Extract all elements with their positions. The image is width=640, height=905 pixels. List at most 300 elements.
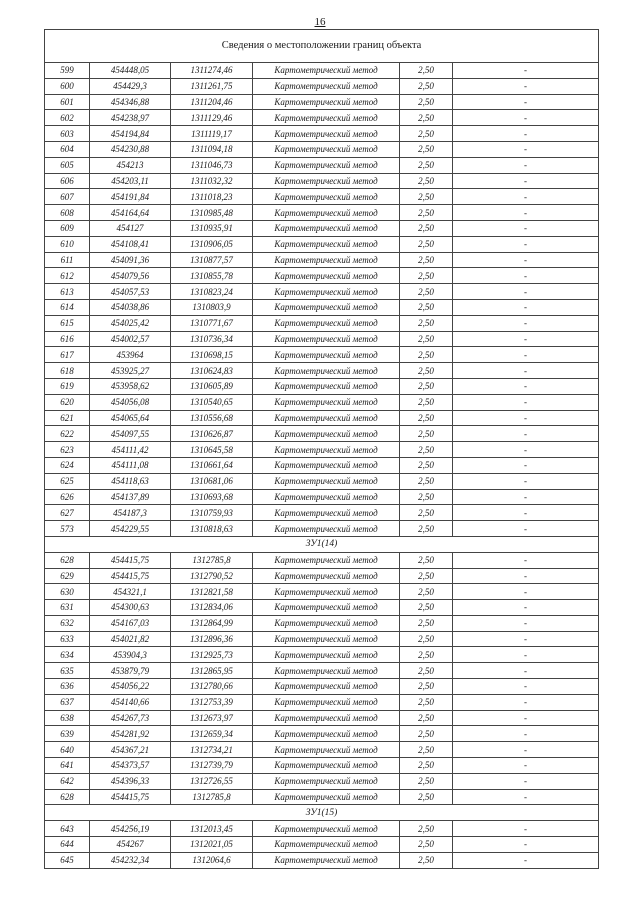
y-coordinate-cell: 1311204,46 [171,94,253,110]
table-row [45,299,599,315]
accuracy-cell: 2,50 [400,173,453,189]
y-coordinate-cell: 1312785,8 [171,789,253,805]
x-coordinate-cell: 454056,22 [90,679,171,695]
table-row [45,331,599,347]
point-number-cell: 645 [45,852,90,868]
table-row [45,758,599,774]
x-coordinate-cell: 453964 [90,347,171,363]
x-coordinate-cell: 454429,3 [90,78,171,94]
accuracy-cell: 2,50 [400,363,453,379]
accuracy-cell: 2,50 [400,347,453,363]
table-row [45,473,599,489]
accuracy-cell: 2,50 [400,505,453,521]
description-cell: - [453,299,599,315]
y-coordinate-cell: 1312739,79 [171,758,253,774]
x-coordinate-cell: 454415,75 [90,789,171,805]
x-coordinate-cell: 454415,75 [90,568,171,584]
table-row [45,552,599,568]
method-cell: Картометрический метод [253,299,400,315]
y-coordinate-cell: 1311046,73 [171,157,253,173]
x-coordinate-cell: 454281,92 [90,726,171,742]
section-header-row [45,805,599,821]
point-number-cell: 644 [45,837,90,853]
description-cell: - [453,157,599,173]
description-cell: - [453,758,599,774]
accuracy-cell: 2,50 [400,394,453,410]
description-cell: - [453,584,599,600]
x-coordinate-cell: 454367,21 [90,742,171,758]
table-row [45,789,599,805]
y-coordinate-cell: 1312925,73 [171,647,253,663]
x-coordinate-cell: 454140,66 [90,694,171,710]
description-cell: - [453,220,599,236]
description-cell: - [453,789,599,805]
method-cell: Картометрический метод [253,205,400,221]
point-number-cell: 616 [45,331,90,347]
accuracy-cell: 2,50 [400,110,453,126]
table-row [45,663,599,679]
accuracy-cell: 2,50 [400,426,453,442]
y-coordinate-cell: 1312896,36 [171,631,253,647]
description-cell: - [453,568,599,584]
method-cell: Картометрический метод [253,773,400,789]
description-cell: - [453,347,599,363]
method-cell: Картометрический метод [253,426,400,442]
description-cell: - [453,363,599,379]
table-row [45,773,599,789]
table-row [45,268,599,284]
point-number-cell: 621 [45,410,90,426]
y-coordinate-cell: 1312659,34 [171,726,253,742]
page-number: 16 [314,16,326,28]
description-cell: - [453,552,599,568]
y-coordinate-cell: 1310736,34 [171,331,253,347]
method-cell: Картометрический метод [253,726,400,742]
method-cell: Картометрический метод [253,220,400,236]
method-cell: Картометрический метод [253,663,400,679]
method-cell: Картометрический метод [253,141,400,157]
y-coordinate-cell: 1310855,78 [171,268,253,284]
x-coordinate-cell: 454097,55 [90,426,171,442]
description-cell: - [453,852,599,868]
accuracy-cell: 2,50 [400,600,453,616]
accuracy-cell: 2,50 [400,126,453,142]
y-coordinate-cell: 1312673,97 [171,710,253,726]
method-cell: Картометрический метод [253,126,400,142]
method-cell: Картометрический метод [253,78,400,94]
table-row [45,584,599,600]
point-number-cell: 632 [45,615,90,631]
table-row [45,173,599,189]
section-header: ЗУ1(14) [45,536,599,552]
y-coordinate-cell: 1312013,45 [171,821,253,837]
description-cell: - [453,284,599,300]
y-coordinate-cell: 1312780,66 [171,679,253,695]
y-coordinate-cell: 1310681,06 [171,473,253,489]
x-coordinate-cell: 454213 [90,157,171,173]
y-coordinate-cell: 1310645,58 [171,442,253,458]
x-coordinate-cell: 454267,73 [90,710,171,726]
description-cell: - [453,141,599,157]
y-coordinate-cell: 1310698,15 [171,347,253,363]
point-number-cell: 643 [45,821,90,837]
x-coordinate-cell: 454079,56 [90,268,171,284]
table-row [45,110,599,126]
accuracy-cell: 2,50 [400,220,453,236]
description-cell: - [453,821,599,837]
table-row [45,710,599,726]
y-coordinate-cell: 1312064,6 [171,852,253,868]
method-cell: Картометрический метод [253,394,400,410]
y-coordinate-cell: 1312785,8 [171,552,253,568]
table-row [45,837,599,853]
x-coordinate-cell: 454187,3 [90,505,171,521]
table-row [45,615,599,631]
point-number-cell: 622 [45,426,90,442]
point-number-cell: 618 [45,363,90,379]
point-number-cell: 639 [45,726,90,742]
description-cell: - [453,252,599,268]
point-number-cell: 641 [45,758,90,774]
method-cell: Картометрический метод [253,236,400,252]
method-cell: Картометрический метод [253,63,400,79]
method-cell: Картометрический метод [253,410,400,426]
accuracy-cell: 2,50 [400,284,453,300]
accuracy-cell: 2,50 [400,78,453,94]
method-cell: Картометрический метод [253,694,400,710]
section-header-row [45,536,599,552]
table-row [45,426,599,442]
table-row [45,442,599,458]
accuracy-cell: 2,50 [400,489,453,505]
description-cell: - [453,647,599,663]
accuracy-cell: 2,50 [400,568,453,584]
point-number-cell: 602 [45,110,90,126]
point-number-cell: 606 [45,173,90,189]
point-number-cell: 623 [45,442,90,458]
accuracy-cell: 2,50 [400,205,453,221]
method-cell: Картометрический метод [253,284,400,300]
accuracy-cell: 2,50 [400,852,453,868]
point-number-cell: 637 [45,694,90,710]
y-coordinate-cell: 1310877,57 [171,252,253,268]
description-cell: - [453,94,599,110]
accuracy-cell: 2,50 [400,299,453,315]
section-header: ЗУ1(15) [45,805,599,821]
table-row [45,742,599,758]
y-coordinate-cell: 1310985,48 [171,205,253,221]
y-coordinate-cell: 1311261,75 [171,78,253,94]
accuracy-cell: 2,50 [400,252,453,268]
description-cell: - [453,489,599,505]
table-row [45,252,599,268]
table-row [45,126,599,142]
y-coordinate-cell: 1311032,32 [171,173,253,189]
boundary-coordinates-table [44,29,599,869]
description-cell: - [453,615,599,631]
point-number-cell: 600 [45,78,90,94]
accuracy-cell: 2,50 [400,726,453,742]
y-coordinate-cell: 1312734,21 [171,742,253,758]
y-coordinate-cell: 1310540,65 [171,394,253,410]
point-number-cell: 620 [45,394,90,410]
point-number-cell: 633 [45,631,90,647]
description-cell: - [453,837,599,853]
description-cell: - [453,268,599,284]
method-cell: Картометрический метод [253,647,400,663]
point-number-cell: 604 [45,141,90,157]
y-coordinate-cell: 1310556,68 [171,410,253,426]
point-number-cell: 629 [45,568,90,584]
method-cell: Картометрический метод [253,631,400,647]
description-cell: - [453,726,599,742]
table-row [45,505,599,521]
x-coordinate-cell: 454267 [90,837,171,853]
method-cell: Картометрический метод [253,252,400,268]
point-number-cell: 628 [45,789,90,805]
description-cell: - [453,426,599,442]
point-number-cell: 601 [45,94,90,110]
table-row [45,631,599,647]
method-cell: Картометрический метод [253,489,400,505]
y-coordinate-cell: 1310624,83 [171,363,253,379]
accuracy-cell: 2,50 [400,710,453,726]
y-coordinate-cell: 1311129,46 [171,110,253,126]
x-coordinate-cell: 454167,03 [90,615,171,631]
method-cell: Картометрический метод [253,173,400,189]
method-cell: Картометрический метод [253,789,400,805]
description-cell: - [453,78,599,94]
table-row [45,457,599,473]
x-coordinate-cell: 454002,57 [90,331,171,347]
accuracy-cell: 2,50 [400,410,453,426]
y-coordinate-cell: 1312726,55 [171,773,253,789]
boundary-table-container [44,29,598,869]
y-coordinate-cell: 1312790,52 [171,568,253,584]
point-number-cell: 636 [45,679,90,695]
description-cell: - [453,394,599,410]
table-title-row [45,30,599,63]
table-title: Сведения о местоположении границ объекта [45,30,599,63]
x-coordinate-cell: 454091,36 [90,252,171,268]
point-number-cell: 619 [45,378,90,394]
x-coordinate-cell: 454346,88 [90,94,171,110]
x-coordinate-cell: 453904,3 [90,647,171,663]
y-coordinate-cell: 1310823,24 [171,284,253,300]
point-number-cell: 573 [45,521,90,537]
accuracy-cell: 2,50 [400,331,453,347]
accuracy-cell: 2,50 [400,742,453,758]
accuracy-cell: 2,50 [400,521,453,537]
description-cell: - [453,600,599,616]
description-cell: - [453,505,599,521]
x-coordinate-cell: 454111,42 [90,442,171,458]
x-coordinate-cell: 454025,42 [90,315,171,331]
method-cell: Картометрический метод [253,679,400,695]
x-coordinate-cell: 454194,84 [90,126,171,142]
method-cell: Картометрический метод [253,157,400,173]
method-cell: Картометрический метод [253,94,400,110]
table-row [45,694,599,710]
point-number-cell: 603 [45,126,90,142]
y-coordinate-cell: 1312864,99 [171,615,253,631]
description-cell: - [453,110,599,126]
x-coordinate-cell: 454038,86 [90,299,171,315]
x-coordinate-cell: 454415,75 [90,552,171,568]
x-coordinate-cell: 454164,64 [90,205,171,221]
table-row [45,157,599,173]
accuracy-cell: 2,50 [400,615,453,631]
x-coordinate-cell: 453958,62 [90,378,171,394]
table-row [45,679,599,695]
description-cell: - [453,205,599,221]
y-coordinate-cell: 1311094,18 [171,141,253,157]
x-coordinate-cell: 454191,84 [90,189,171,205]
y-coordinate-cell: 1310906,05 [171,236,253,252]
table-row [45,489,599,505]
y-coordinate-cell: 1310935,91 [171,220,253,236]
table-row [45,141,599,157]
x-coordinate-cell: 454238,97 [90,110,171,126]
table-row [45,726,599,742]
accuracy-cell: 2,50 [400,837,453,853]
point-number-cell: 631 [45,600,90,616]
y-coordinate-cell: 1310661,64 [171,457,253,473]
table-row [45,363,599,379]
point-number-cell: 640 [45,742,90,758]
description-cell: - [453,410,599,426]
table-row [45,378,599,394]
description-cell: - [453,521,599,537]
x-coordinate-cell: 454396,33 [90,773,171,789]
x-coordinate-cell: 454229,55 [90,521,171,537]
description-cell: - [453,742,599,758]
point-number-cell: 608 [45,205,90,221]
table-row [45,63,599,79]
method-cell: Картометрический метод [253,758,400,774]
description-cell: - [453,773,599,789]
method-cell: Картометрический метод [253,315,400,331]
y-coordinate-cell: 1312865,95 [171,663,253,679]
point-number-cell: 630 [45,584,90,600]
table-row [45,600,599,616]
accuracy-cell: 2,50 [400,442,453,458]
accuracy-cell: 2,50 [400,141,453,157]
table-row [45,236,599,252]
x-coordinate-cell: 454127 [90,220,171,236]
description-cell: - [453,663,599,679]
description-cell: - [453,189,599,205]
method-cell: Картометрический метод [253,600,400,616]
y-coordinate-cell: 1312821,58 [171,584,253,600]
method-cell: Картометрический метод [253,189,400,205]
x-coordinate-cell: 454232,34 [90,852,171,868]
point-number-cell: 615 [45,315,90,331]
table-row [45,315,599,331]
y-coordinate-cell: 1310759,93 [171,505,253,521]
table-row [45,220,599,236]
table-row [45,205,599,221]
accuracy-cell: 2,50 [400,189,453,205]
method-cell: Картометрический метод [253,837,400,853]
method-cell: Картометрический метод [253,615,400,631]
point-number-cell: 605 [45,157,90,173]
method-cell: Картометрический метод [253,473,400,489]
point-number-cell: 611 [45,252,90,268]
point-number-cell: 638 [45,710,90,726]
point-number-cell: 634 [45,647,90,663]
accuracy-cell: 2,50 [400,584,453,600]
table-row [45,94,599,110]
y-coordinate-cell: 1310626,87 [171,426,253,442]
accuracy-cell: 2,50 [400,631,453,647]
method-cell: Картометрический метод [253,584,400,600]
point-number-cell: 599 [45,63,90,79]
x-coordinate-cell: 454118,63 [90,473,171,489]
accuracy-cell: 2,50 [400,663,453,679]
method-cell: Картометрический метод [253,710,400,726]
description-cell: - [453,63,599,79]
accuracy-cell: 2,50 [400,679,453,695]
point-number-cell: 609 [45,220,90,236]
x-coordinate-cell: 454137,89 [90,489,171,505]
y-coordinate-cell: 1311018,23 [171,189,253,205]
method-cell: Картометрический метод [253,852,400,868]
accuracy-cell: 2,50 [400,789,453,805]
x-coordinate-cell: 454256,19 [90,821,171,837]
x-coordinate-cell: 454300,63 [90,600,171,616]
y-coordinate-cell: 1312021,05 [171,837,253,853]
y-coordinate-cell: 1310771,67 [171,315,253,331]
table-row [45,852,599,868]
accuracy-cell: 2,50 [400,157,453,173]
method-cell: Картометрический метод [253,568,400,584]
point-number-cell: 625 [45,473,90,489]
description-cell: - [453,631,599,647]
description-cell: - [453,378,599,394]
point-number-cell: 642 [45,773,90,789]
accuracy-cell: 2,50 [400,63,453,79]
x-coordinate-cell: 453925,27 [90,363,171,379]
y-coordinate-cell: 1310605,89 [171,378,253,394]
method-cell: Картометрический метод [253,442,400,458]
method-cell: Картометрический метод [253,363,400,379]
accuracy-cell: 2,50 [400,773,453,789]
accuracy-cell: 2,50 [400,552,453,568]
description-cell: - [453,710,599,726]
y-coordinate-cell: 1310693,68 [171,489,253,505]
table-row [45,78,599,94]
x-coordinate-cell: 454203,11 [90,173,171,189]
x-coordinate-cell: 454108,41 [90,236,171,252]
y-coordinate-cell: 1312753,39 [171,694,253,710]
method-cell: Картометрический метод [253,110,400,126]
description-cell: - [453,331,599,347]
method-cell: Картометрический метод [253,521,400,537]
table-row [45,347,599,363]
table-row [45,568,599,584]
x-coordinate-cell: 454230,88 [90,141,171,157]
point-number-cell: 610 [45,236,90,252]
table-row [45,284,599,300]
description-cell: - [453,315,599,331]
y-coordinate-cell: 1311119,17 [171,126,253,142]
accuracy-cell: 2,50 [400,315,453,331]
table-row [45,821,599,837]
accuracy-cell: 2,50 [400,268,453,284]
method-cell: Картометрический метод [253,457,400,473]
x-coordinate-cell: 454057,53 [90,284,171,300]
